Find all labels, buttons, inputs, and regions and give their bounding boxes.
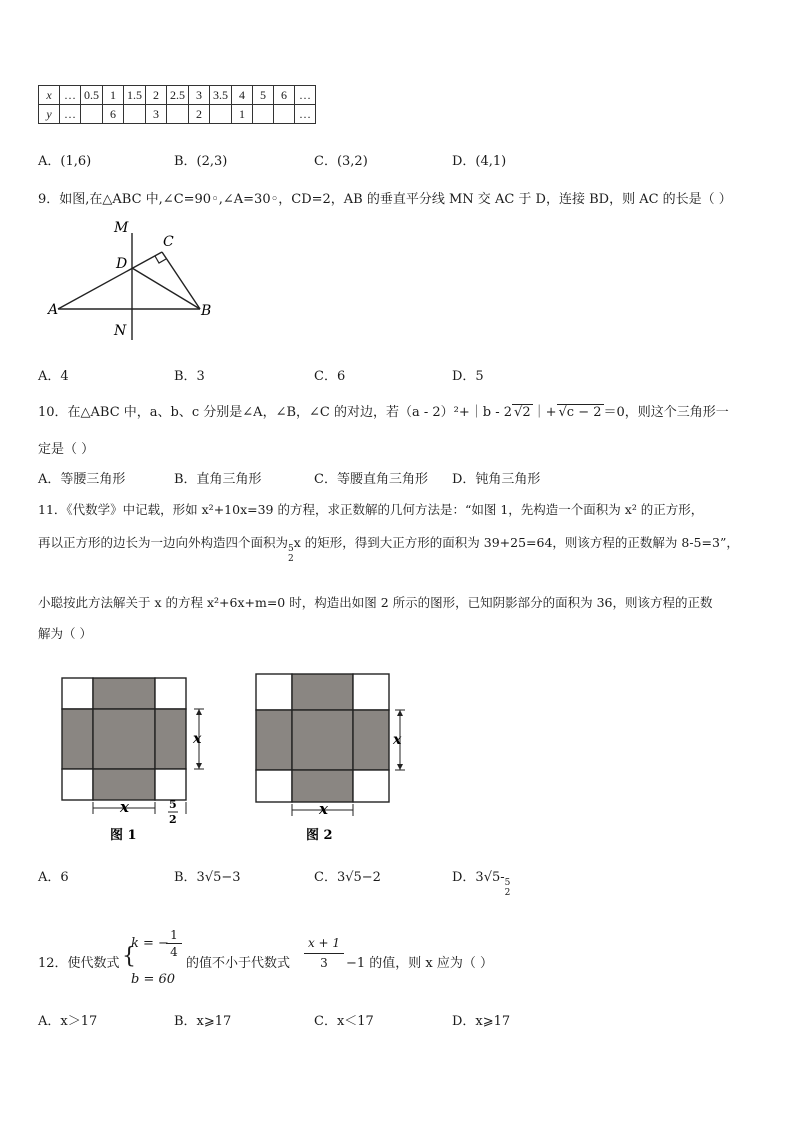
table-cell: 2 [189,105,210,124]
table-row [39,86,316,105]
q9-stem: 9．如图,在△ABC 中,∠C=90◦,∠A=30◦，CD=2，AB 的垂直平分线 MN 交 AC 于 D，连接 BD，则 AC 的长是（ ） [38,192,732,207]
label-b: B [201,303,212,319]
q11-option-a[interactable]: A．6 [38,870,69,885]
q10-stem-line2: 定是（ ） [38,442,95,457]
q12-frac-bar [304,953,344,954]
q12-mid: 的值不小于代数式 [186,956,291,971]
q11-option-d[interactable] [452,866,511,898]
q12-option-a[interactable]: A．x＞17 [38,1014,98,1029]
fig2-x-horizontal: x [319,800,328,818]
fig1-x-vertical: x [193,731,202,747]
q11-figure-2 [250,668,420,848]
q12-b-line: b = 60 [131,972,176,987]
xy-value-table [38,85,316,124]
q9-option-d[interactable]: D．5 [452,369,484,384]
q12-suffix: −1 的值，则 x 应为（ ） [346,956,494,971]
q12-k-bar [166,943,182,944]
table-cell: 5 [253,86,274,105]
q11-line2-b: x 的矩形，得到大正方形的面积为 39+25=64，则该方程的正数解为 8-5=3”， [293,535,739,550]
table-cell: 4 [232,86,253,105]
q12-k-line: k = − [131,936,169,951]
table-cell: … [295,105,316,124]
q10-stem-part2: ｜+ [532,405,557,420]
q11-line3: 小聪按此方法解关于 x 的方程 x²+6x+m=0 时，构造出如图 2 所示的图形，已知阴影部分的面积为 36，则该方程的正数 [38,595,713,610]
q11-option-d-fraction [505,878,511,898]
q12-brace: { [122,944,136,969]
q11-line1: 11．《代数学》中记载，形如 x²+10x=39 的方程，求正数解的几何方法是：“如图 1，先构造一个面积为 x² 的正方形， [38,502,704,517]
q9-option-a[interactable]: A．4 [38,369,69,384]
q12-option-d[interactable]: D．x⩾17 [452,1014,511,1029]
q10-stem [38,401,729,420]
q11-d-frac-num: 5 [504,877,511,888]
q8-option-b[interactable]: B．(2,3) [174,154,228,169]
q10-option-b[interactable]: B．直角三角形 [174,472,262,487]
table-cell: … [60,86,81,105]
label-d: D [116,256,128,272]
label-m: M [114,220,129,236]
table-header-y: y [39,105,60,124]
segment-bd [132,268,200,309]
q9-option-b[interactable]: B．3 [174,369,205,384]
q11-option-c[interactable]: C．3√5−2 [314,870,381,885]
q10-stem-part1: 10．在△ABC 中，a、b、c 分别是∠A，∠B，∠C 的对边，若（a - 2）²+｜b - 2 [38,405,513,420]
table-cell [81,105,103,124]
table-cell: 2 [146,86,167,105]
q8-option-a[interactable]: A．(1,6) [38,154,92,169]
q12-option-b[interactable]: B．x⩾17 [174,1014,232,1029]
q11-line4: 解为（ ） [38,626,92,641]
q11-option-b[interactable]: B．3√5−3 [174,870,241,885]
fig1-caption: 图 1 [110,828,137,843]
table-cell [210,105,232,124]
label-n: N [114,323,127,339]
label-a: A [48,302,59,318]
table-cell: 6 [103,105,124,124]
q11-option-d-prefix: D．3√5- [452,870,505,885]
table-cell: 3.5 [210,86,232,105]
q12-k-num: 1 [170,928,178,942]
q11-frac-num: 5 [288,543,294,554]
fig1-five: 5 [169,798,177,811]
q12-k-den: 4 [170,945,178,959]
q9-triangle-figure [40,215,230,345]
right-angle-mark [155,256,166,263]
table-cell: 3 [146,105,167,124]
q11-line2-a: 再以正方形的边长为一边向外构造四个面积为 [38,535,289,550]
q12-option-c[interactable]: C．x＜17 [314,1014,374,1029]
q12-stem [38,928,598,990]
fig2-x-vertical: x [393,732,402,748]
label-c: C [163,234,174,250]
table-cell [167,105,189,124]
table-row [39,105,316,124]
q10-option-d[interactable]: D．钝角三角形 [452,472,541,487]
table-cell: 1.5 [124,86,146,105]
table-cell: 3 [189,86,210,105]
q10-option-c[interactable]: C．等腰直角三角形 [314,472,428,487]
table-cell: … [60,105,81,124]
q11-line2 [38,533,739,564]
q10-sqrt-c: √c − 2 [558,405,602,420]
table-cell [124,105,146,124]
q10-sqrt2: √2 [514,405,531,420]
side-cb [162,252,200,309]
q11-fraction [288,544,294,564]
table-header-x: x [39,86,60,105]
table-cell: 6 [274,86,295,105]
q12-frac-den: 3 [320,956,328,970]
q8-option-c[interactable]: C．(3,2) [314,154,368,169]
q11-frac-den: 2 [288,553,294,564]
table-cell: 1 [232,105,253,124]
table-cell: 0.5 [81,86,103,105]
fig2-caption: 图 2 [306,828,333,843]
fig1-x-horizontal: x [120,798,129,816]
q10-option-a[interactable]: A．等腰三角形 [38,472,126,487]
q11-figure-1 [55,672,225,852]
side-ac [58,252,162,309]
table-cell: 1 [103,86,124,105]
q8-option-d[interactable]: D．(4,1) [452,154,507,169]
fig1-two: 2 [169,813,177,826]
table-cell [274,105,295,124]
q11-d-frac-den: 2 [504,887,511,898]
table-cell: 2.5 [167,86,189,105]
q10-stem-part3: ＝0，则这个三角形一 [603,405,729,420]
q9-option-c[interactable]: C．6 [314,369,346,384]
q12-prefix: 12．使代数式 [38,956,120,971]
table-cell: … [295,86,316,105]
table-cell [253,105,274,124]
q12-frac-num: x + 1 [307,936,341,950]
